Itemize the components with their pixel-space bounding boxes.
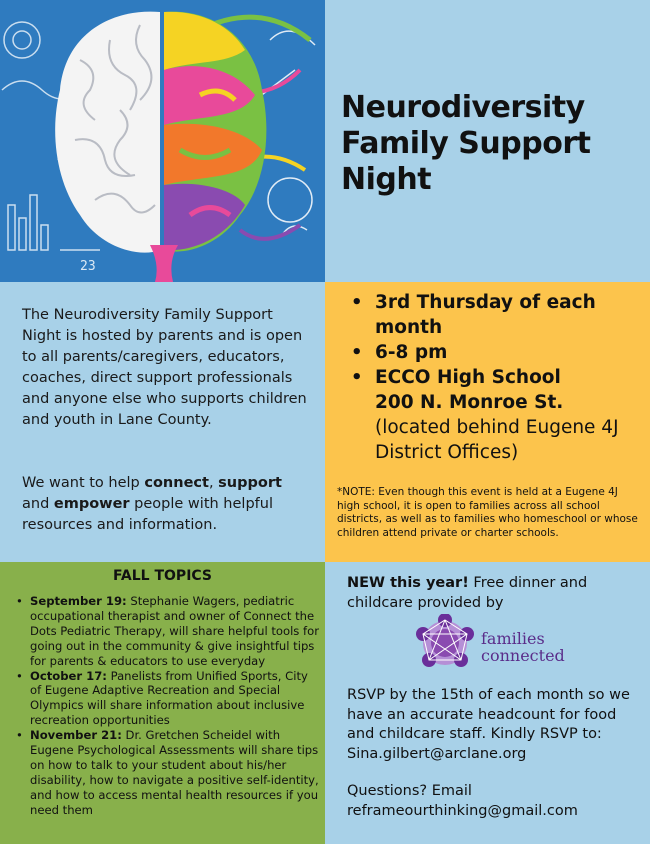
mission-paragraph — [22, 473, 312, 536]
brain-illustration — [0, 0, 325, 282]
bullet-icon: • — [16, 668, 23, 683]
logo-line2: connected — [481, 646, 565, 665]
topic-description: Dr. Gretchen Scheidel with Eugene Psychological Assessments will share tips on how to talk to your student about his/her disability, how to navigate a positive self-identity, and how to access mental health resources if you need them — [30, 728, 319, 817]
mission-separator: , — [208, 475, 219, 491]
topic-item — [12, 669, 320, 729]
families-connected-logo — [415, 614, 575, 672]
intro-paragraph: The Neurodiversity Family Support Night is hosted by parents and is open to all parents/caregivers, educators, coaches, direct support professionals and anyone else who supports children and youth in Lane County. — [22, 307, 307, 428]
schedule-item-day — [351, 290, 646, 340]
mission-empower: empower — [53, 496, 130, 512]
new-label: NEW this year! — [347, 575, 469, 591]
questions-email[interactable]: reframeourthinking@gmail.com — [347, 802, 578, 819]
logo-wordmark — [481, 630, 565, 664]
mission-end: people with helpful resources and information. — [22, 496, 273, 533]
new-this-year — [347, 574, 642, 613]
topic-description: Panelists from Unified Sports, City of Eugene Adaptive Recreation and Special Olympics will share information about inclusive recreation opportunities — [30, 668, 308, 728]
topic-date: October 17: — [30, 668, 107, 683]
schedule-item-time — [351, 340, 646, 365]
schedule-day: 3rd Thursday of each month — [375, 292, 596, 338]
questions-text — [347, 782, 642, 821]
topics-list — [12, 594, 320, 818]
topic-date: November 21: — [30, 728, 122, 743]
bullet-icon: • — [351, 367, 363, 388]
eligibility-note: *NOTE: Even though this event is held at a Eugene 4J high school, it is open to families across all school districts, as well as to families who homeschool or whose children attend private or charter schools. — [337, 486, 638, 539]
bullet-icon: • — [16, 728, 23, 743]
mission-text: We want to help — [22, 475, 145, 491]
schedule-list — [351, 290, 646, 465]
topic-date: September 19: — [30, 594, 127, 608]
new-text: Free dinner and childcare provided by — [347, 575, 588, 611]
schedule-address: 200 N. Monroe St. — [375, 392, 564, 413]
topic-description: Stephanie Wagers, pediatric occupational therapist and owner of Connect the Dots Pediatric Therapy, will share helpful tools for going out in the community & give insightful tips for parents & educators to use everyday — [30, 594, 319, 668]
questions-label: Questions? Email — [347, 783, 472, 799]
bullet-icon: • — [351, 292, 363, 313]
art-number: 23 — [80, 259, 96, 274]
topic-item — [12, 728, 320, 817]
logo-mark-icon — [415, 614, 475, 672]
rsvp-panel — [325, 562, 650, 844]
mission-connect: connect — [144, 475, 209, 491]
intro-panel — [0, 282, 325, 562]
schedule-item-location — [351, 365, 646, 465]
event-title: Neurodiversity Family Support Night — [341, 90, 591, 197]
bullet-icon: • — [16, 594, 23, 608]
fall-topics-heading: FALL TOPICS — [112, 568, 213, 584]
schedule-location-note: (located behind Eugene 4J District Offices) — [375, 417, 619, 463]
schedule-venue: ECCO High School — [375, 367, 561, 388]
rsvp-text: RSVP by the 15th of each month so we have an accurate headcount for food and childcare staff. Kindly RSVP to: Sina.gilbert@arclane.org — [347, 687, 630, 762]
brain-art-svg — [0, 0, 325, 282]
mission-and: and — [22, 496, 54, 512]
logo-line1: families — [481, 629, 545, 648]
schedule-time: 6-8 pm — [375, 342, 448, 363]
mission-support: support — [218, 475, 282, 491]
fall-topics-panel — [0, 562, 325, 844]
topic-item — [12, 594, 320, 669]
bullet-icon: • — [351, 342, 363, 363]
schedule-panel — [325, 282, 650, 562]
title-panel — [325, 0, 650, 282]
